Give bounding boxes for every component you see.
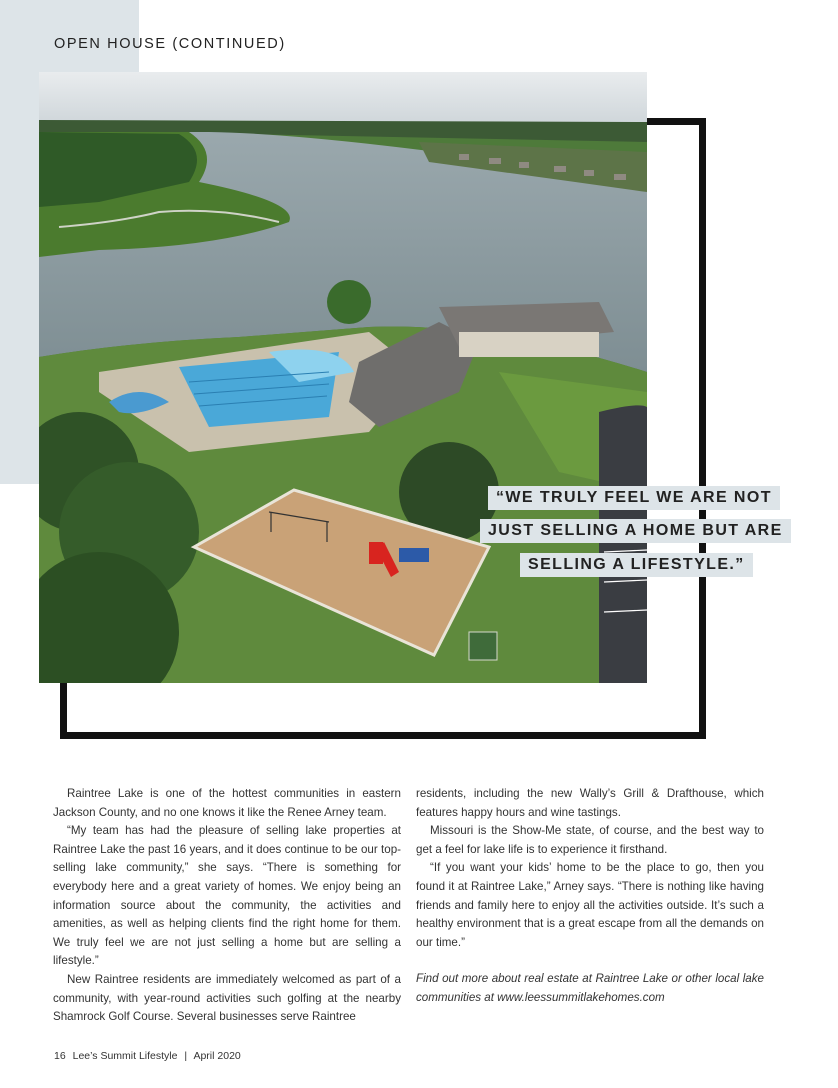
footer-separator: |: [184, 1050, 188, 1062]
article-paragraph: Missouri is the Show-Me state, of course, and the best way to get a feel for lake life is to experience it firsthand.: [416, 824, 764, 856]
issue-date: April 2020: [193, 1050, 241, 1062]
article-closing-note: Find out more about real estate at Raintree Lake or other local lake communities at www.leessummitlakehomes.com: [416, 972, 764, 1004]
article-paragraph: Raintree Lake is one of the hottest communities in eastern Jackson County, and no one knows it like the Renee Arney team.: [53, 787, 401, 819]
pull-quote-line-2: JUST SELLING A HOME BUT ARE: [480, 519, 791, 543]
page-footer: [54, 1050, 245, 1062]
publication-name: Lee’s Summit Lifestyle: [72, 1050, 178, 1062]
article-paragraph: “My team has had the pleasure of selling lake properties at Raintree Lake the past 16 years, and it does continue to be our top-selling lake community,” she says. “There is something for everybody here and a great variety of homes. We enjoy being an information source about the community, the activities and amenities, as well as helping clients find the right home for them. We truly feel we are not just selling a home but are selling a lifestyle.”: [53, 824, 401, 968]
pull-quote-line-3: SELLING A LIFESTYLE.”: [520, 553, 753, 577]
article-column-right: [416, 785, 764, 1008]
article-paragraph: “If you want your kids’ home to be the place to go, then you found it at Raintree Lake,” Arney says. “There is nothing like having friends and family here to enjoy all the activities outside. It’s such a healthy environment that is a great escape from all the demands on our time.”: [416, 861, 764, 949]
article-column-left: [53, 785, 401, 1027]
article-paragraph: New Raintree residents are immediately welcomed as part of a community, with year-round activities such golfing at the nearby Shamrock Golf Course. Several businesses serve Raintree: [53, 972, 401, 1024]
aerial-photo-illustration: [39, 72, 647, 683]
pull-quote-line-1: “WE TRULY FEEL WE ARE NOT: [488, 486, 780, 510]
aerial-photo: [39, 72, 647, 683]
article-paragraph: residents, including the new Wally’s Grill & Drafthouse, which features happy hours and wine tastings.: [416, 787, 764, 819]
page-number: 16: [54, 1050, 66, 1062]
section-label: OPEN HOUSE (CONTINUED): [54, 36, 286, 52]
